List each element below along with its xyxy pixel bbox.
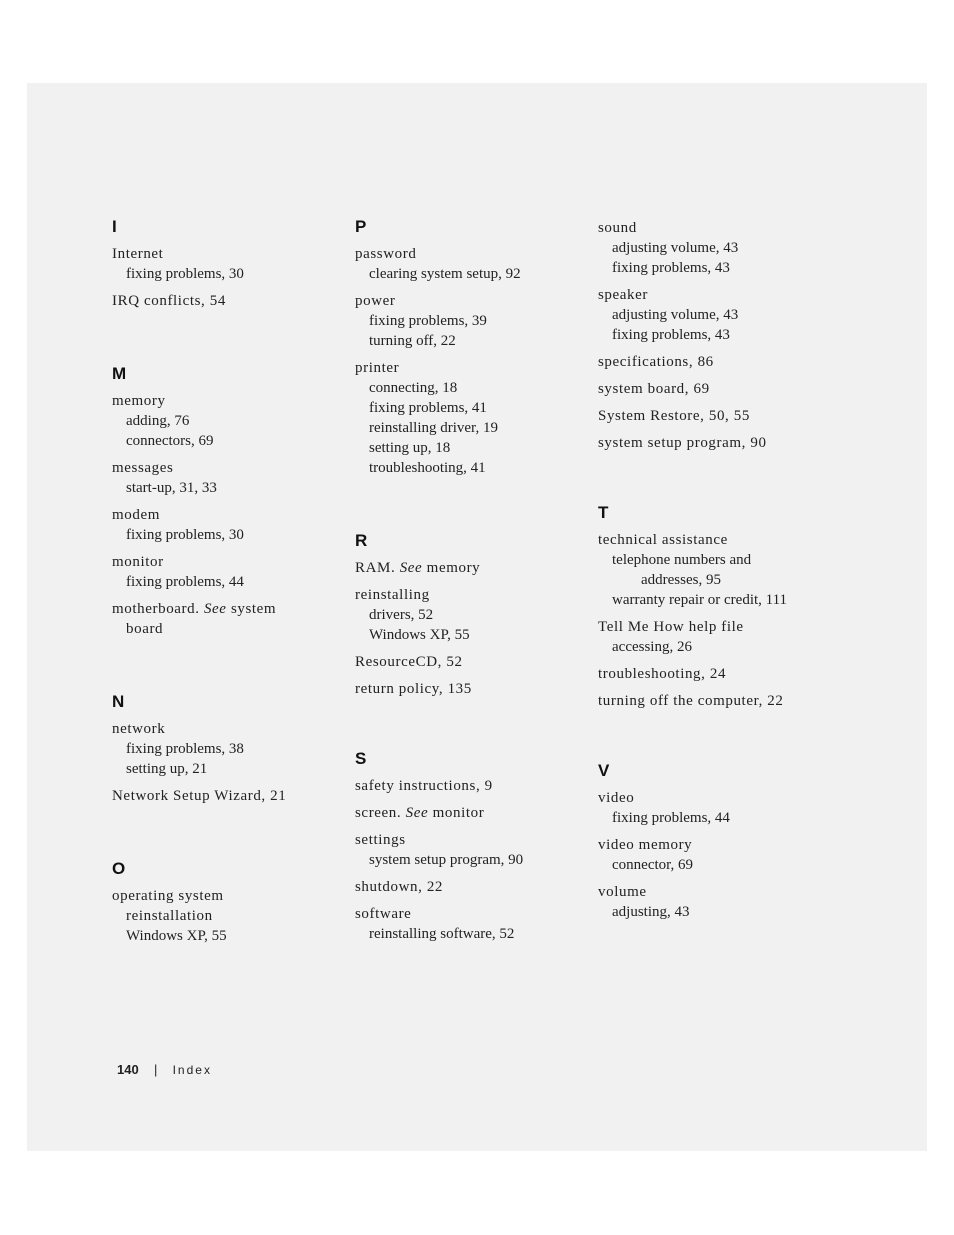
section-spacer	[112, 646, 344, 691]
entry-subterm: warranty repair or credit, 111	[612, 592, 788, 608]
entry-subterm	[598, 550, 830, 590]
page-footer	[117, 1062, 212, 1078]
index-column-3	[598, 218, 830, 929]
index-entry-printer	[355, 358, 587, 478]
cross-reference: monitor	[432, 805, 485, 821]
entry-term: volume	[598, 884, 647, 900]
index-entry-operating-system	[112, 886, 344, 946]
entry-subterm: drivers, 52	[369, 607, 434, 623]
entry-term: printer	[355, 360, 400, 376]
entry-term-text: screen.	[355, 805, 402, 821]
entry-term: return policy, 135	[355, 681, 472, 697]
index-entry-resourcecd	[355, 652, 587, 672]
index-entry-internet	[112, 244, 344, 284]
entry-subterm: reinstalling driver, 19	[369, 420, 498, 436]
entry-subterm: fixing problems, 30	[126, 266, 244, 282]
entry-subterm: fixing problems, 44	[612, 810, 730, 826]
index-entry-turning-off	[598, 691, 830, 711]
index-entry-screen	[355, 803, 587, 823]
index-entry-volume	[598, 882, 830, 922]
index-entry-shutdown	[355, 877, 587, 897]
index-entry-network	[112, 719, 344, 779]
entry-term: turning off the computer, 22	[598, 693, 784, 709]
entry-term: IRQ conflicts, 54	[112, 293, 226, 309]
entry-subterm: fixing problems, 43	[612, 260, 730, 276]
term-wrap: reinstallation	[126, 908, 213, 924]
entry-subterm: adding, 76	[126, 413, 190, 429]
see-reference: See	[405, 805, 429, 821]
entry-subterm: setting up, 21	[126, 761, 208, 777]
index-entry-power	[355, 291, 587, 351]
section-letter-p: P	[355, 217, 367, 236]
entry-subterm: fixing problems, 43	[612, 327, 730, 343]
entry-subterm: connector, 69	[612, 857, 694, 873]
entry-subterm: fixing problems, 38	[126, 741, 244, 757]
entry-term: network	[112, 721, 166, 737]
entry-term: software	[355, 906, 412, 922]
entry-subterm: connecting, 18	[369, 380, 458, 396]
section-letter-v: V	[598, 761, 610, 780]
index-entry-ram	[355, 558, 587, 578]
index-entry-system-restore	[598, 406, 830, 426]
entry-term: password	[355, 246, 417, 262]
entry-term: technical assistance	[598, 532, 728, 548]
entry-term	[112, 886, 344, 926]
index-entry-video-memory	[598, 835, 830, 875]
section-letter-i: I	[112, 217, 117, 236]
section-letter-n: N	[112, 692, 125, 711]
section-spacer	[355, 706, 587, 748]
term-wrap: board	[126, 621, 164, 637]
index-entry-reinstalling	[355, 585, 587, 645]
subterm-text: telephone numbers and	[612, 552, 752, 568]
entry-subterm: fixing problems, 41	[369, 400, 487, 416]
index-entry-password	[355, 244, 587, 284]
index-entry-irq	[112, 291, 344, 311]
entry-term-text: motherboard.	[112, 601, 200, 617]
entry-subterm: adjusting, 43	[612, 904, 690, 920]
entry-term: Internet	[112, 246, 164, 262]
entry-term: System Restore, 50, 55	[598, 408, 750, 424]
entry-subterm: Windows XP, 55	[369, 627, 470, 643]
entry-term: system setup program, 90	[598, 435, 767, 451]
section-spacer	[112, 318, 344, 363]
entry-subterm: clearing system setup, 92	[369, 266, 521, 282]
entry-subterm: setting up, 18	[369, 440, 451, 456]
entry-term: Network Setup Wizard, 21	[112, 788, 287, 804]
entry-term: memory	[112, 393, 166, 409]
index-entry-modem	[112, 505, 344, 545]
entry-term: power	[355, 293, 396, 309]
entry-subterm: adjusting volume, 43	[612, 240, 739, 256]
entry-subterm: turning off, 22	[369, 333, 456, 349]
index-entry-speaker	[598, 285, 830, 345]
entry-term: shutdown, 22	[355, 879, 444, 895]
index-entry-settings	[355, 830, 587, 870]
entry-subterm: adjusting volume, 43	[612, 307, 739, 323]
entry-term: video memory	[598, 837, 693, 853]
entry-term: specifications, 86	[598, 354, 714, 370]
index-entry-memory	[112, 391, 344, 451]
index-entry-software	[355, 904, 587, 944]
index-entry-safety	[355, 776, 587, 796]
entry-term: troubleshooting, 24	[598, 666, 727, 682]
entry-subterm: system setup program, 90	[369, 852, 524, 868]
entry-term: ResourceCD, 52	[355, 654, 463, 670]
entry-term: modem	[112, 507, 160, 523]
section-spacer	[112, 813, 344, 858]
entry-subterm: Windows XP, 55	[126, 928, 227, 944]
entry-term: Tell Me How help file	[598, 619, 744, 635]
index-entry-troubleshooting	[598, 664, 830, 684]
entry-term: reinstalling	[355, 587, 430, 603]
index-entry-motherboard	[112, 599, 344, 639]
page-number: 140	[117, 1062, 139, 1077]
index-entry-tell-me-how	[598, 617, 830, 657]
section-spacer	[598, 460, 830, 502]
entry-term-text: operating system	[112, 888, 224, 904]
index-column-1	[112, 216, 344, 953]
cross-reference: memory	[426, 560, 481, 576]
section-spacer	[355, 485, 587, 530]
index-entry-specifications	[598, 352, 830, 372]
see-reference: See	[399, 560, 423, 576]
section-letter-t: T	[598, 503, 609, 522]
entry-subterm: fixing problems, 44	[126, 574, 244, 590]
section-letter-r: R	[355, 531, 368, 550]
entry-term	[355, 558, 587, 578]
entry-subterm: connectors, 69	[126, 433, 214, 449]
index-entry-network-setup-wizard	[112, 786, 344, 806]
entry-subterm: troubleshooting, 41	[369, 460, 486, 476]
cross-reference: system	[230, 601, 277, 617]
entry-term: system board, 69	[598, 381, 710, 397]
footer-separator: |	[153, 1062, 158, 1077]
section-spacer	[598, 718, 830, 760]
entry-term-text: RAM.	[355, 560, 396, 576]
entry-subterm: fixing problems, 39	[369, 313, 487, 329]
entry-term: settings	[355, 832, 406, 848]
entry-term	[355, 803, 587, 823]
section-letter-s: S	[355, 749, 367, 768]
index-column-2	[355, 216, 587, 951]
index-entry-system-board	[598, 379, 830, 399]
entry-subterm: accessing, 26	[612, 639, 692, 655]
index-entry-technical-assistance	[598, 530, 830, 610]
index-entry-system-setup	[598, 433, 830, 453]
footer-section-name: Index	[172, 1063, 212, 1077]
subterm-wrap: addresses, 95	[641, 572, 721, 588]
index-entry-video	[598, 788, 830, 828]
see-reference: See	[203, 601, 227, 617]
entry-subterm: reinstalling software, 52	[369, 926, 515, 942]
entry-term: messages	[112, 460, 174, 476]
index-entry-messages	[112, 458, 344, 498]
entry-term: video	[598, 790, 635, 806]
section-letter-m: M	[112, 364, 127, 383]
entry-subterm: fixing problems, 30	[126, 527, 244, 543]
entry-subterm: start-up, 31, 33	[126, 480, 217, 496]
index-entry-monitor	[112, 552, 344, 592]
entry-term	[112, 599, 344, 639]
entry-term: sound	[598, 220, 637, 236]
index-entry-return-policy	[355, 679, 587, 699]
index-entry-sound	[598, 218, 830, 278]
entry-term: speaker	[598, 287, 649, 303]
section-letter-o: O	[112, 859, 126, 878]
entry-term: monitor	[112, 554, 164, 570]
entry-term: safety instructions, 9	[355, 778, 493, 794]
